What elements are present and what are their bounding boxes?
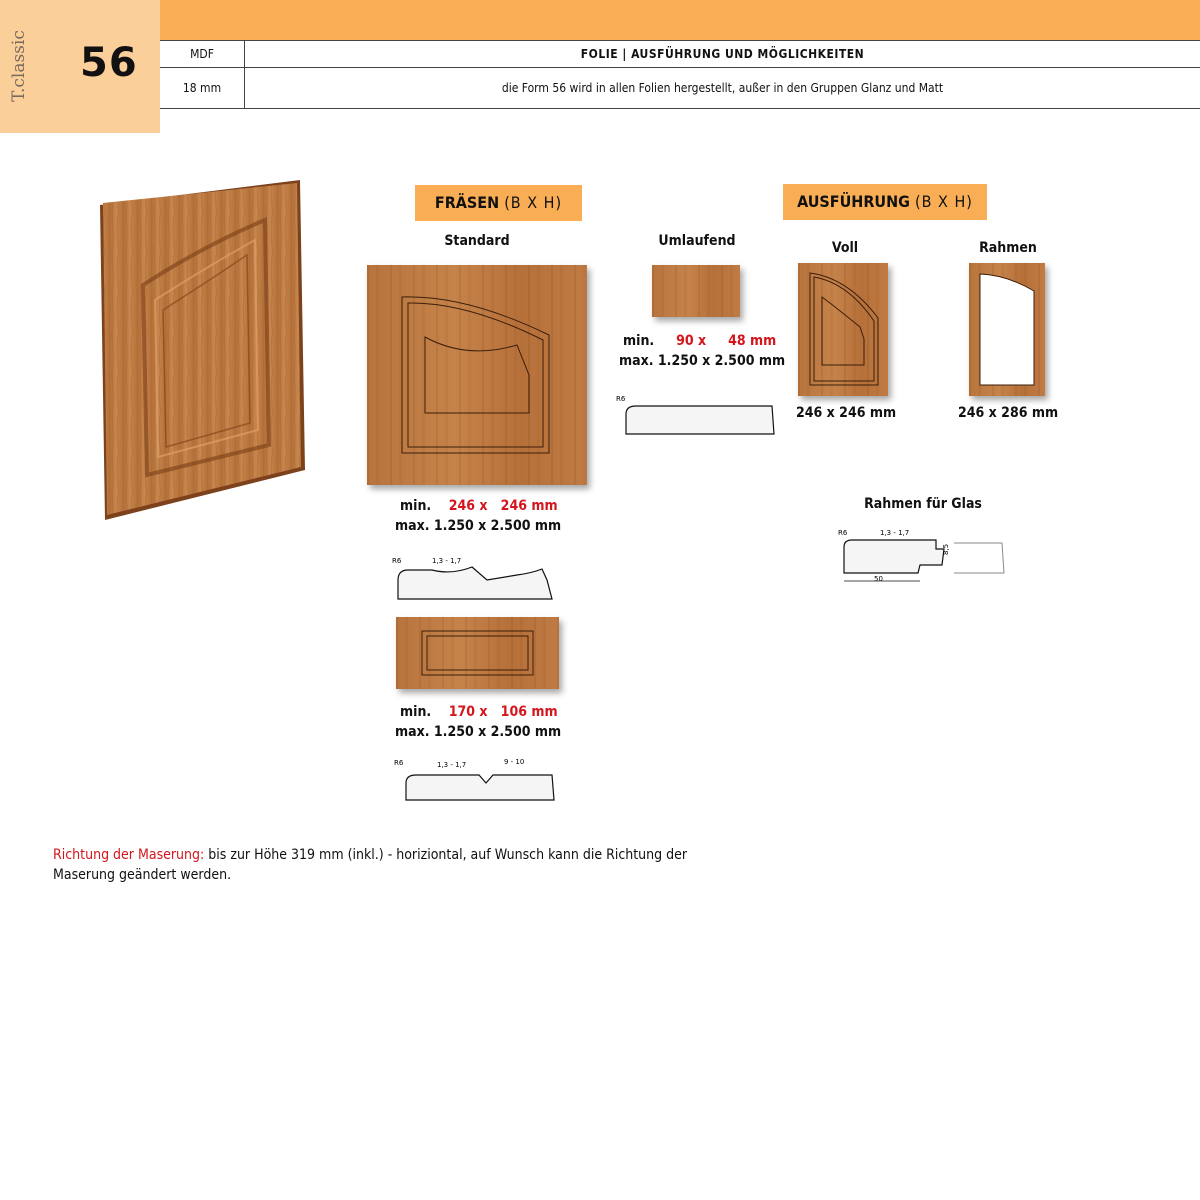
glas-profile-depth: 1,3 - 1,7: [880, 529, 910, 537]
small-milling-outline: [396, 617, 559, 689]
glas-profile-height: 8,5: [942, 543, 950, 555]
standard-label: Standard: [444, 233, 510, 249]
voll-label: Voll: [831, 240, 859, 256]
ausfuehrung-heading-text: AUSFÜHRUNG: [797, 192, 910, 211]
rahmen-frame-opening: [969, 263, 1045, 396]
spec-description: die Form 56 wird in allen Folien hergestellt, außer in den Gruppen Glanz und Matt: [245, 68, 1200, 109]
umlaufend-profile-drawing: [614, 392, 784, 437]
door-3d-image: [95, 175, 315, 525]
grain-direction-text: bis zur Höhe 319 mm (inkl.) - horiziontal, auf Wunsch kann die Richtung der Maserung geändert werden.: [53, 847, 688, 883]
thickness-value: 18 mm: [160, 68, 245, 109]
standard-profile-drawing: [392, 555, 562, 605]
standard-min-line: [400, 498, 558, 514]
standard-min-prefix: min.: [400, 498, 432, 514]
small-profile-groove: 9 - 10: [504, 758, 525, 766]
voll-dims: 246 x 246 mm: [796, 405, 897, 421]
standard-sample-image: [367, 265, 587, 485]
fraesen-heading-dims: (B X H): [504, 193, 563, 212]
header-band: [160, 0, 1200, 40]
glas-profile-width: 50: [874, 575, 883, 583]
small-profile-drawing: [394, 755, 564, 805]
rahmen-dims: 246 x 286 mm: [958, 405, 1059, 421]
small-max: max. 1.250 x 2.500 mm: [395, 724, 562, 740]
standard-profile-depth: 1,3 - 1,7: [432, 557, 462, 565]
grain-direction-note: [53, 845, 693, 885]
ausfuehrung-heading-dims: (B X H): [914, 192, 973, 211]
umlaufend-min-prefix: min.: [623, 333, 655, 349]
small-profile-r: R6: [394, 759, 404, 767]
umlaufend-min-line: [623, 333, 776, 349]
voll-milling-outline: [798, 263, 888, 396]
rahmen-sample-image: [969, 263, 1045, 396]
brand-logo: [4, 28, 34, 104]
umlaufend-sample-image: [652, 265, 740, 317]
umlaufend-label: Umlaufend: [658, 233, 736, 249]
standard-min-dims: 246 x 246 mm: [448, 498, 558, 514]
fraesen-heading-text: FRÄSEN: [434, 193, 500, 212]
small-sample-image: [396, 617, 559, 689]
small-profile-depth: 1,3 - 1,7: [437, 761, 467, 769]
umlaufend-max: max. 1.250 x 2.500 mm: [619, 353, 786, 369]
standard-max: max. 1.250 x 2.500 mm: [395, 518, 562, 534]
page-number: 56: [80, 40, 138, 86]
fraesen-heading: [415, 185, 582, 221]
glas-label: Rahmen für Glas: [864, 496, 982, 512]
brand-name: T.classic: [9, 30, 29, 102]
grain-direction-label: Richtung der Maserung:: [53, 847, 205, 863]
small-min-prefix: min.: [400, 704, 432, 720]
material-label: MDF: [160, 41, 245, 68]
standard-profile-r: R6: [392, 557, 402, 565]
glas-profile-drawing: [836, 525, 1011, 590]
voll-sample-image: [798, 263, 888, 396]
spec-title: FOLIE | AUSFÜHRUNG UND MÖGLICHKEITEN: [245, 41, 1200, 68]
umlaufend-profile-r: R6: [616, 395, 626, 403]
small-min-dims: 170 x 106 mm: [448, 704, 558, 720]
glas-profile-r: R6: [838, 529, 848, 537]
small-min-line: [400, 704, 558, 720]
ausfuehrung-heading: [783, 184, 987, 220]
rahmen-label: Rahmen: [979, 240, 1037, 256]
standard-milling-outline: [367, 265, 587, 485]
umlaufend-min-dims: 90 x 48 mm: [676, 333, 777, 349]
spec-table: [160, 40, 1200, 109]
